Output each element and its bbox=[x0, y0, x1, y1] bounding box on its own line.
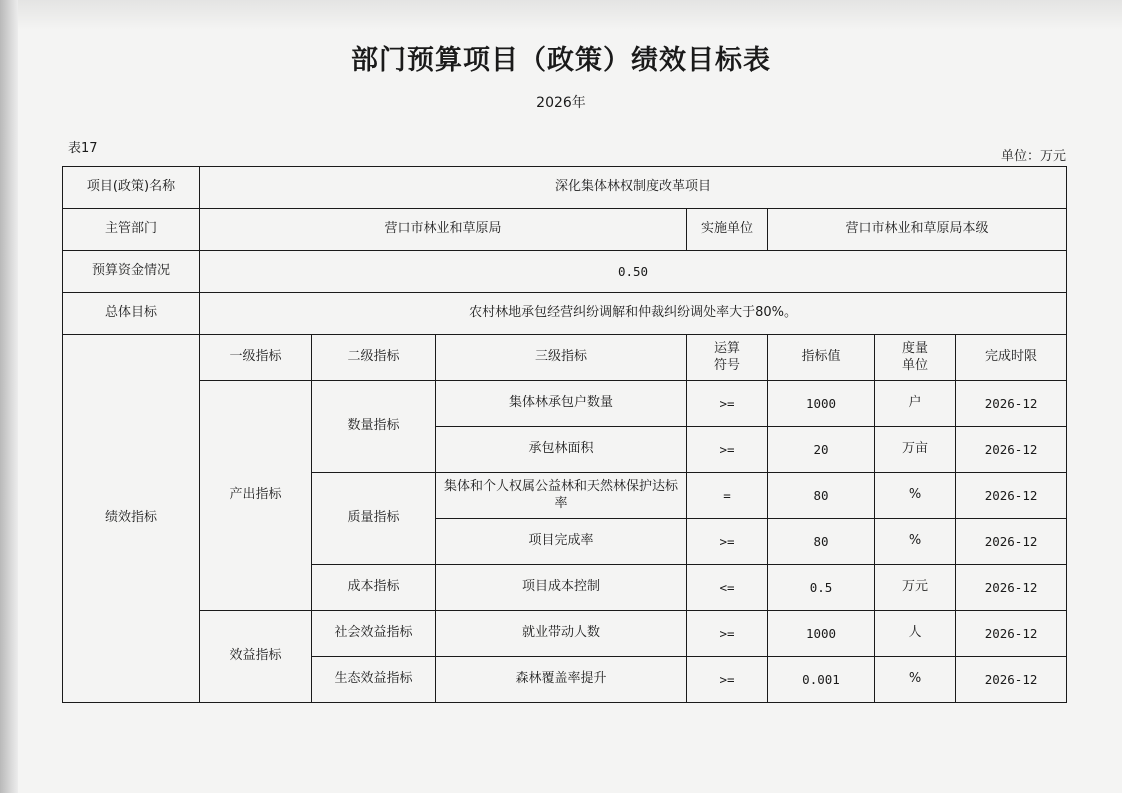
measure-unit-cell: 万亩 bbox=[875, 427, 956, 473]
operator-cell: = bbox=[687, 473, 768, 519]
deadline-cell: 2026-12 bbox=[956, 519, 1067, 565]
level3-indicator: 项目成本控制 bbox=[436, 565, 687, 611]
page-title: 部门预算项目（政策）绩效目标表 bbox=[351, 45, 771, 76]
measure-unit-cell: % bbox=[875, 519, 956, 565]
operator-cell: <= bbox=[687, 565, 768, 611]
header-target-value: 指标值 bbox=[768, 335, 875, 381]
measure-unit-cell: 万元 bbox=[875, 565, 956, 611]
page-top-shadow bbox=[18, 0, 1122, 30]
operator-cell: >= bbox=[687, 657, 768, 703]
budget-label: 预算资金情况 bbox=[63, 251, 200, 293]
indicator-header-row bbox=[63, 335, 1067, 381]
performance-indicators-label: 绩效指标 bbox=[63, 335, 200, 703]
level1-indicator: 产出指标 bbox=[200, 381, 312, 611]
level3-indicator: 集体和个人权属公益林和天然林保护达标率 bbox=[436, 473, 687, 519]
unit-label: 单位：万元 bbox=[1000, 149, 1066, 164]
header-level3: 三级指标 bbox=[436, 335, 687, 381]
level3-indicator: 集体林承包户数量 bbox=[436, 381, 687, 427]
operator-cell: >= bbox=[687, 611, 768, 657]
level3-indicator: 就业带动人数 bbox=[436, 611, 687, 657]
target-value-cell: 20 bbox=[768, 427, 875, 473]
indicator-row bbox=[63, 611, 1067, 657]
page-binding-edge bbox=[0, 0, 18, 793]
department-value: 营口市林业和草原局 bbox=[200, 209, 687, 251]
header-deadline: 完成时限 bbox=[956, 335, 1067, 381]
department-label: 主管部门 bbox=[63, 209, 200, 251]
level2-indicator: 质量指标 bbox=[312, 473, 436, 565]
target-value-cell: 0.001 bbox=[768, 657, 875, 703]
level3-indicator: 项目完成率 bbox=[436, 519, 687, 565]
performance-target-table bbox=[62, 166, 1067, 703]
deadline-cell: 2026-12 bbox=[956, 657, 1067, 703]
measure-unit-cell: 户 bbox=[875, 381, 956, 427]
header-level2: 二级指标 bbox=[312, 335, 436, 381]
level3-indicator: 森林覆盖率提升 bbox=[436, 657, 687, 703]
deadline-cell: 2026-12 bbox=[956, 611, 1067, 657]
implementing-unit-label: 实施单位 bbox=[687, 209, 768, 251]
target-value-cell: 1000 bbox=[768, 611, 875, 657]
operator-cell: >= bbox=[687, 381, 768, 427]
target-value-cell: 80 bbox=[768, 519, 875, 565]
level3-indicator: 承包林面积 bbox=[436, 427, 687, 473]
overall-goal-value: 农村林地承包经营纠纷调解和仲裁纠纷调处率大于80%。 bbox=[200, 293, 1067, 335]
page-year: 2026年 bbox=[536, 95, 586, 111]
measure-unit-cell: 人 bbox=[875, 611, 956, 657]
target-value-cell: 1000 bbox=[768, 381, 875, 427]
budget-value: 0.50 bbox=[200, 251, 1067, 293]
target-value-cell: 0.5 bbox=[768, 565, 875, 611]
operator-cell: >= bbox=[687, 519, 768, 565]
header-operator: 运算 符号 bbox=[687, 335, 768, 381]
deadline-cell: 2026-12 bbox=[956, 427, 1067, 473]
header-level1: 一级指标 bbox=[200, 335, 312, 381]
measure-unit-cell: % bbox=[875, 657, 956, 703]
project-name-row bbox=[63, 167, 1067, 209]
level2-indicator: 生态效益指标 bbox=[312, 657, 436, 703]
implementing-unit-value: 营口市林业和草原局本级 bbox=[768, 209, 1067, 251]
budget-row bbox=[63, 251, 1067, 293]
table-number: 表17 bbox=[68, 141, 98, 156]
overall-goal-label: 总体目标 bbox=[63, 293, 200, 335]
deadline-cell: 2026-12 bbox=[956, 381, 1067, 427]
deadline-cell: 2026-12 bbox=[956, 565, 1067, 611]
measure-unit-cell: % bbox=[875, 473, 956, 519]
level1-indicator: 效益指标 bbox=[200, 611, 312, 703]
level2-indicator: 成本指标 bbox=[312, 565, 436, 611]
department-row bbox=[63, 209, 1067, 251]
level2-indicator: 社会效益指标 bbox=[312, 611, 436, 657]
target-value-cell: 80 bbox=[768, 473, 875, 519]
operator-cell: >= bbox=[687, 427, 768, 473]
deadline-cell: 2026-12 bbox=[956, 473, 1067, 519]
level2-indicator: 数量指标 bbox=[312, 381, 436, 473]
project-name-value: 深化集体林权制度改革项目 bbox=[200, 167, 1067, 209]
indicator-row bbox=[63, 381, 1067, 427]
overall-goal-row bbox=[63, 293, 1067, 335]
header-measure-unit: 度量 单位 bbox=[875, 335, 956, 381]
project-name-label: 项目(政策)名称 bbox=[63, 167, 200, 209]
